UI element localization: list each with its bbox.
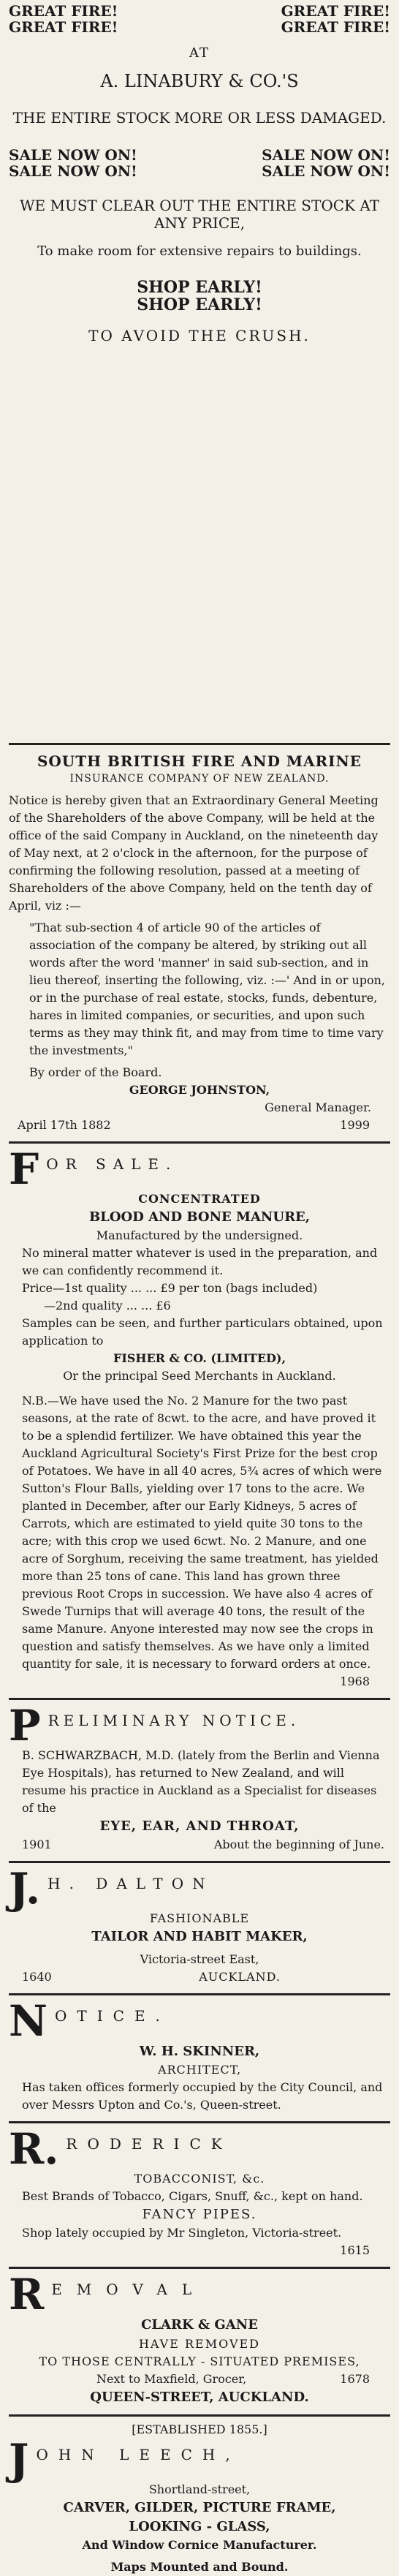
removal-next-row [9,2371,390,2388]
south-british-resolution: "That sub-section 4 of article 90 of the articles of association of the company be altered, by striking out all words after the word 'manner' in said sub-section, and in lieu thereof, inserting the following, viz. :—' And in or upon, or in the purchase of real estate, stocks, funds, debenture, hares in limited companies, or securities, and upon such terms as they may think fit, and may from time to time vary the investments," [29,921,386,1057]
for-sale-manufactured: Manufactured by the undersigned. [96,1228,303,1243]
sale-now-left-line-2: SALE NOW ON! [9,162,137,180]
preliminary-notice [9,1700,390,1861]
leech-line-4: Maps Mounted and Bound. [110,2559,289,2574]
leech-line-2: LOOKING - GLASS, [129,2518,270,2534]
removal-initial: R [9,2270,45,2320]
roderick-pipes: FANCY PIPES. [142,2207,257,2223]
south-british-date: April 17th 1882 [18,1118,111,1132]
roderick-number: 1615 [340,2243,370,2258]
roderick-name: RODERICK [66,2135,232,2153]
sale-now-right [207,147,390,179]
removal-ad [9,2269,390,2414]
dalton-fashionable: FASHIONABLE [149,1911,250,1926]
roderick-trade: TOBACCONIST, &c. [134,2172,265,2186]
skinner-initial: N [9,1996,48,2047]
leech-established: [ESTABLISHED 1855.] [132,2422,267,2436]
repairs-text: To make room for extensive repairs to buildings. [37,243,362,259]
at-text: AT [189,45,210,61]
for-sale-concentrated: CONCENTRATED [138,1192,261,1206]
great-fire-right-line-1: GREAT FIRE! [281,2,390,20]
skinner-title: OTICE. [55,2007,170,2025]
shop-name: A. LINABURY & CO.'S [100,71,299,91]
skinner-name: W. H. SKINNER, [139,2044,260,2060]
for-sale-head [9,1144,390,1194]
great-fire-left [9,3,192,35]
skinner-body: Has taken offices formerly occupied by the City Council, and over Messrs Upton and Co.'s, Queen-street. [22,2080,383,2112]
preliminary-about: About the beginning of June. [213,1837,384,1852]
dalton-footer [9,1968,390,1986]
dalton-city: AUCKLAND. [199,1970,281,1984]
removal-street: QUEEN-STREET, AUCKLAND. [90,2389,309,2405]
preliminary-initial: P [9,1701,41,1751]
shop-early-line-1: SHOP EARLY! [137,278,262,298]
roderick-shop: Shop lately occupied by Mr Singleton, Victoria-street. [22,2226,342,2240]
dalton-trade: TAILOR AND HABIT MAKER, [91,1929,308,1945]
removal-next-to: Next to Maxfield, Grocer, [96,2371,247,2386]
removal-to-premises: TO THOSE CENTRALLY - SITUATED PREMISES, [39,2354,360,2368]
south-british-body: Notice is hereby given that an Extraordinary General Meeting of the Shareholders of the above Company, will be held at the office of the said Company in Auckland, on the nineteenth day of May next, at 2 o'clock in the afternoon, for the purpose of confirming the following resolution, passed at a meeting of Shareholders of the above Company, held on the tenth day of April, viz :— [9,793,379,913]
removal-have-removed: HAVE REMOVED [138,2336,261,2351]
south-british-signature: GEORGE JOHNSTON, [129,1083,270,1097]
dalton-number: 1640 [22,1970,52,1984]
sale-now-left-line-1: SALE NOW ON! [9,146,137,164]
shop-early-line-2: SHOP EARLY! [137,295,262,315]
leech-head [9,2434,390,2485]
shop-early [9,279,390,314]
for-sale-product: BLOOD AND BONE MANURE, [88,1209,311,1225]
dalton-name: H. DALTON [48,1875,214,1893]
skinner-title-text: ARCHITECT, [157,2063,242,2077]
entire-stock: THE ENTIRE STOCK MORE OR LESS DAMAGED. [12,109,387,126]
preliminary-footer [9,1836,390,1854]
for-sale-number: 1968 [340,1674,370,1689]
great-fire-row [9,0,390,35]
avoid-crush: TO AVOID THE CRUSH. [88,327,311,345]
roderick-body: Best Brands of Tobacco, Cigars, Snuff, &c., kept on hand. [22,2189,363,2204]
preliminary-body: B. SCHWARZBACH, M.D. (lately from the Berlin and Vienna Eye Hospitals), has returned to New Zealand, and will resume his practice in Auckland as a Specialist for diseases of the [22,1748,380,1816]
roderick-head [9,2124,390,2175]
sale-now-right-line-1: SALE NOW ON! [262,146,390,164]
dalton-initial: J. [9,1864,41,1914]
for-sale-samples: Samples can be seen, and further particulars obtained, upon application to [22,1316,383,1348]
roderick-initial: R. [9,2124,59,2175]
for-sale-company: FISHER & CO. (LIMITED), [113,1351,286,1366]
removal-title: EMOVAL [51,2281,207,2299]
sale-now-left [9,147,192,179]
south-british-number: 1999 [340,1118,370,1132]
preliminary-title: RELIMINARY NOTICE. [48,1712,300,1730]
for-sale-company-desc: Or the principal Seed Merchants in Auckland. [63,1369,336,1383]
south-british-order: By order of the Board. [29,1065,162,1079]
skinner-notice [9,1995,390,2121]
great-fire-right-line-2: GREAT FIRE! [281,18,390,36]
leech-initial: J [9,2434,29,2485]
for-sale-nb: N.B.—We have used the No. 2 Manure for the two past seasons, at the rate of 8cwt. to the acre, and have proved it to be a splendid fertilizer. We have obtained this year the Auckland Agricultural Society's First Prize for the best crop of Potatoes. We have in all 40 acres, 5¾ acres of which were Sutton's Flour Balls, yielding over 17 tons to the acre. We planted in December, after our Early Kidneys, 5 acres of Carrots, which are estimated to yield quite 30 tons to the acre; with this crop we used 6cwt. No. 2 Manure, and one acre of Sorghum, receiving the same treatment, has yielded more than 25 tons of cane. This land has grown three previous Root Crops in succession. We have also 4 acres of Swede Turnips that will average 40 tons, the result of the same Manure. Anyone interested may now see the crops in question and satisfy themselves. As we have only a limited quantity for sale, it is necessary to forward orders at once. [22,1394,382,1672]
great-fire-right [207,3,390,35]
leech-name: OHN LEECH, [36,2445,240,2463]
south-british-signature-title: General Manager. [265,1100,371,1114]
preliminary-specialty: EYE, EAR, AND THROAT, [99,1818,300,1835]
preliminary-head [9,1701,390,1751]
for-sale-price-2: —2nd quality ... ... £6 [44,1299,171,1313]
leech-street: Shortland-street, [148,2482,251,2496]
linabury-ad [9,0,390,743]
for-sale-title: OR SALE. [46,1155,178,1173]
sale-now-row [9,144,390,179]
dalton-address: Victoria-street East, [140,1952,259,1967]
removal-number: 1678 [340,2371,370,2386]
for-sale-ad [9,1144,390,1698]
for-sale-initial: F [9,1144,39,1194]
for-sale-line-1: No mineral matter whatever is used in the preparation, and we can confidently recommend it. [22,1246,378,1278]
dalton-head [9,1864,390,1914]
leech-ad [9,2417,390,2576]
dalton-ad [9,1863,390,1993]
great-fire-left-line-2: GREAT FIRE! [9,18,118,36]
for-sale-price-1: Price—1st quality ... ... £9 per ton (bags included) [22,1281,318,1296]
preliminary-number: 1901 [22,1837,52,1852]
south-british-title: SOUTH BRITISH FIRE AND MARINE [37,752,362,770]
south-british-subtitle: INSURANCE COMPANY OF NEW ZEALAND. [69,773,330,785]
clear-out-text: WE MUST CLEAR OUT THE ENTIRE STOCK AT ANY PRICE, [19,197,380,232]
leech-line-1: CARVER, GILDER, PICTURE FRAME, [63,2499,336,2515]
leech-line-3: And Window Cornice Manufacturer. [82,2537,317,2552]
roderick-ad [9,2123,390,2267]
removal-firm: CLARK & GANE [141,2317,258,2333]
removal-head [9,2270,390,2320]
south-british-notice [9,745,390,1141]
great-fire-left-line-1: GREAT FIRE! [9,2,118,20]
skinner-head [9,1996,390,2047]
south-british-footer [9,1117,390,1134]
sale-now-right-line-2: SALE NOW ON! [262,162,390,180]
